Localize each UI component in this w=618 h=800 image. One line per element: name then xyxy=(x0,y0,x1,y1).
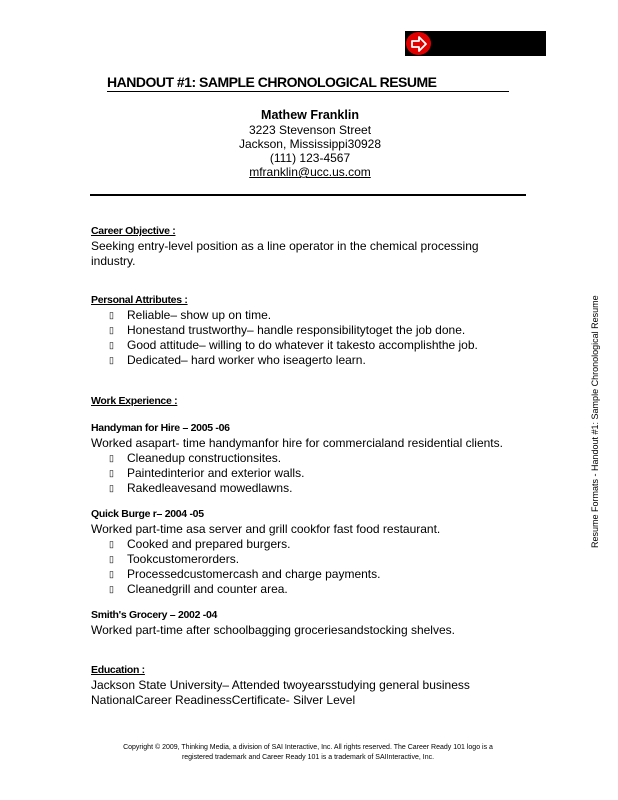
list-item: ▯ Paintedinterior and exterior walls. xyxy=(109,466,305,480)
list-item: ▯ Honestand trustworthy– handle responsibilitytoget the job done. xyxy=(109,323,466,337)
bullet-icon: ▯ xyxy=(109,468,114,478)
list-item: ▯ Processedcustomercash and charge payments. xyxy=(109,567,381,581)
list-item: ▯ Tookcustomerorders. xyxy=(109,552,240,566)
job-entry xyxy=(91,507,521,597)
contact-name: Mathew Franklin xyxy=(261,108,359,122)
list-item: ▯ Cleanedgrill and counter area. xyxy=(109,582,288,596)
bullet-icon: ▯ xyxy=(109,554,114,564)
personal-attributes-section xyxy=(91,293,521,368)
list-item: ▯ Rakedleavesand mowedlawns. xyxy=(109,481,293,495)
job-entry xyxy=(91,608,521,638)
header-divider xyxy=(90,194,526,196)
education-line: Jackson State University– Attended twoyearsstudying general business xyxy=(91,678,470,692)
education-section xyxy=(91,663,521,708)
copyright-footer xyxy=(90,743,526,763)
list-item: ▯ Cooked and prepared burgers. xyxy=(109,537,291,551)
work-experience-heading: Work Experience : xyxy=(91,395,178,407)
bullet-icon: ▯ xyxy=(109,340,114,350)
job-entry xyxy=(91,421,521,496)
arrow-right-icon xyxy=(410,36,428,52)
job-title: Handyman for Hire – 2005 -06 xyxy=(91,422,230,434)
job-description: Worked part-time after schoolbagging groceriesandstocking shelves. xyxy=(91,623,455,637)
work-experience-section xyxy=(91,394,521,409)
bullet-icon: ▯ xyxy=(109,584,114,594)
job-description: Worked part-time asa server and grill cookfor fast food restaurant. xyxy=(91,522,441,536)
contact-street: 3223 Stevenson Street xyxy=(248,123,372,137)
page-title: HANDOUT #1: SAMPLE CHRONOLOGICAL RESUME xyxy=(107,74,509,92)
bullet-icon: ▯ xyxy=(109,569,114,579)
contact-phone: (111) 123-4567 xyxy=(269,151,351,165)
footer-line: registered trademark and Career Ready 101 is a trademark of SAIInteractive, Inc. xyxy=(181,754,435,761)
list-item: ▯ Cleanedup constructionsites. xyxy=(109,451,282,465)
job-title: Smith's Grocery – 2002 -04 xyxy=(91,609,218,621)
education-heading: Education : xyxy=(91,664,145,676)
list-item: ▯ Reliable– show up on time. xyxy=(109,308,272,322)
list-item: ▯ Good attitude– willing to do whatever it takesto accomplishthe job. xyxy=(109,338,478,352)
sidebar-vertical-text: Resume Formats - Handout #1: Sample Chronological Resume xyxy=(590,295,600,548)
bullet-icon: ▯ xyxy=(109,539,114,549)
job-title: Quick Burge r– 2004 -05 xyxy=(91,508,204,520)
bullet-icon: ▯ xyxy=(109,310,114,320)
career-objective-heading: Career Objective : xyxy=(91,225,176,237)
bullet-icon: ▯ xyxy=(109,453,114,463)
contact-city: Jackson, Mississippi30928 xyxy=(238,137,382,151)
career-objective-section xyxy=(91,224,521,269)
footer-line: Copyright © 2009, Thinking Media, a division of SAI Interactive, Inc. All rights reserved. The Career Ready 101 logo is a xyxy=(123,744,493,751)
bullet-icon: ▯ xyxy=(109,355,114,365)
career-objective-text: Seeking entry-level position as a line operator in the chemical processing industry. xyxy=(91,239,479,268)
next-arrow-button[interactable] xyxy=(406,32,431,55)
list-item: ▯ Dedicated– hard worker who iseagerto learn. xyxy=(109,353,366,367)
education-line: NationalCareer ReadinessCertificate- Silver Level xyxy=(91,693,356,707)
bullet-icon: ▯ xyxy=(109,325,114,335)
bullet-icon: ▯ xyxy=(109,483,114,493)
personal-attributes-heading: Personal Attributes : xyxy=(91,294,188,306)
contact-email-link[interactable]: mfranklin@ucc.us.com xyxy=(249,165,371,179)
job-description: Worked asapart- time handymanfor hire for commercialand residential clients. xyxy=(91,436,503,450)
